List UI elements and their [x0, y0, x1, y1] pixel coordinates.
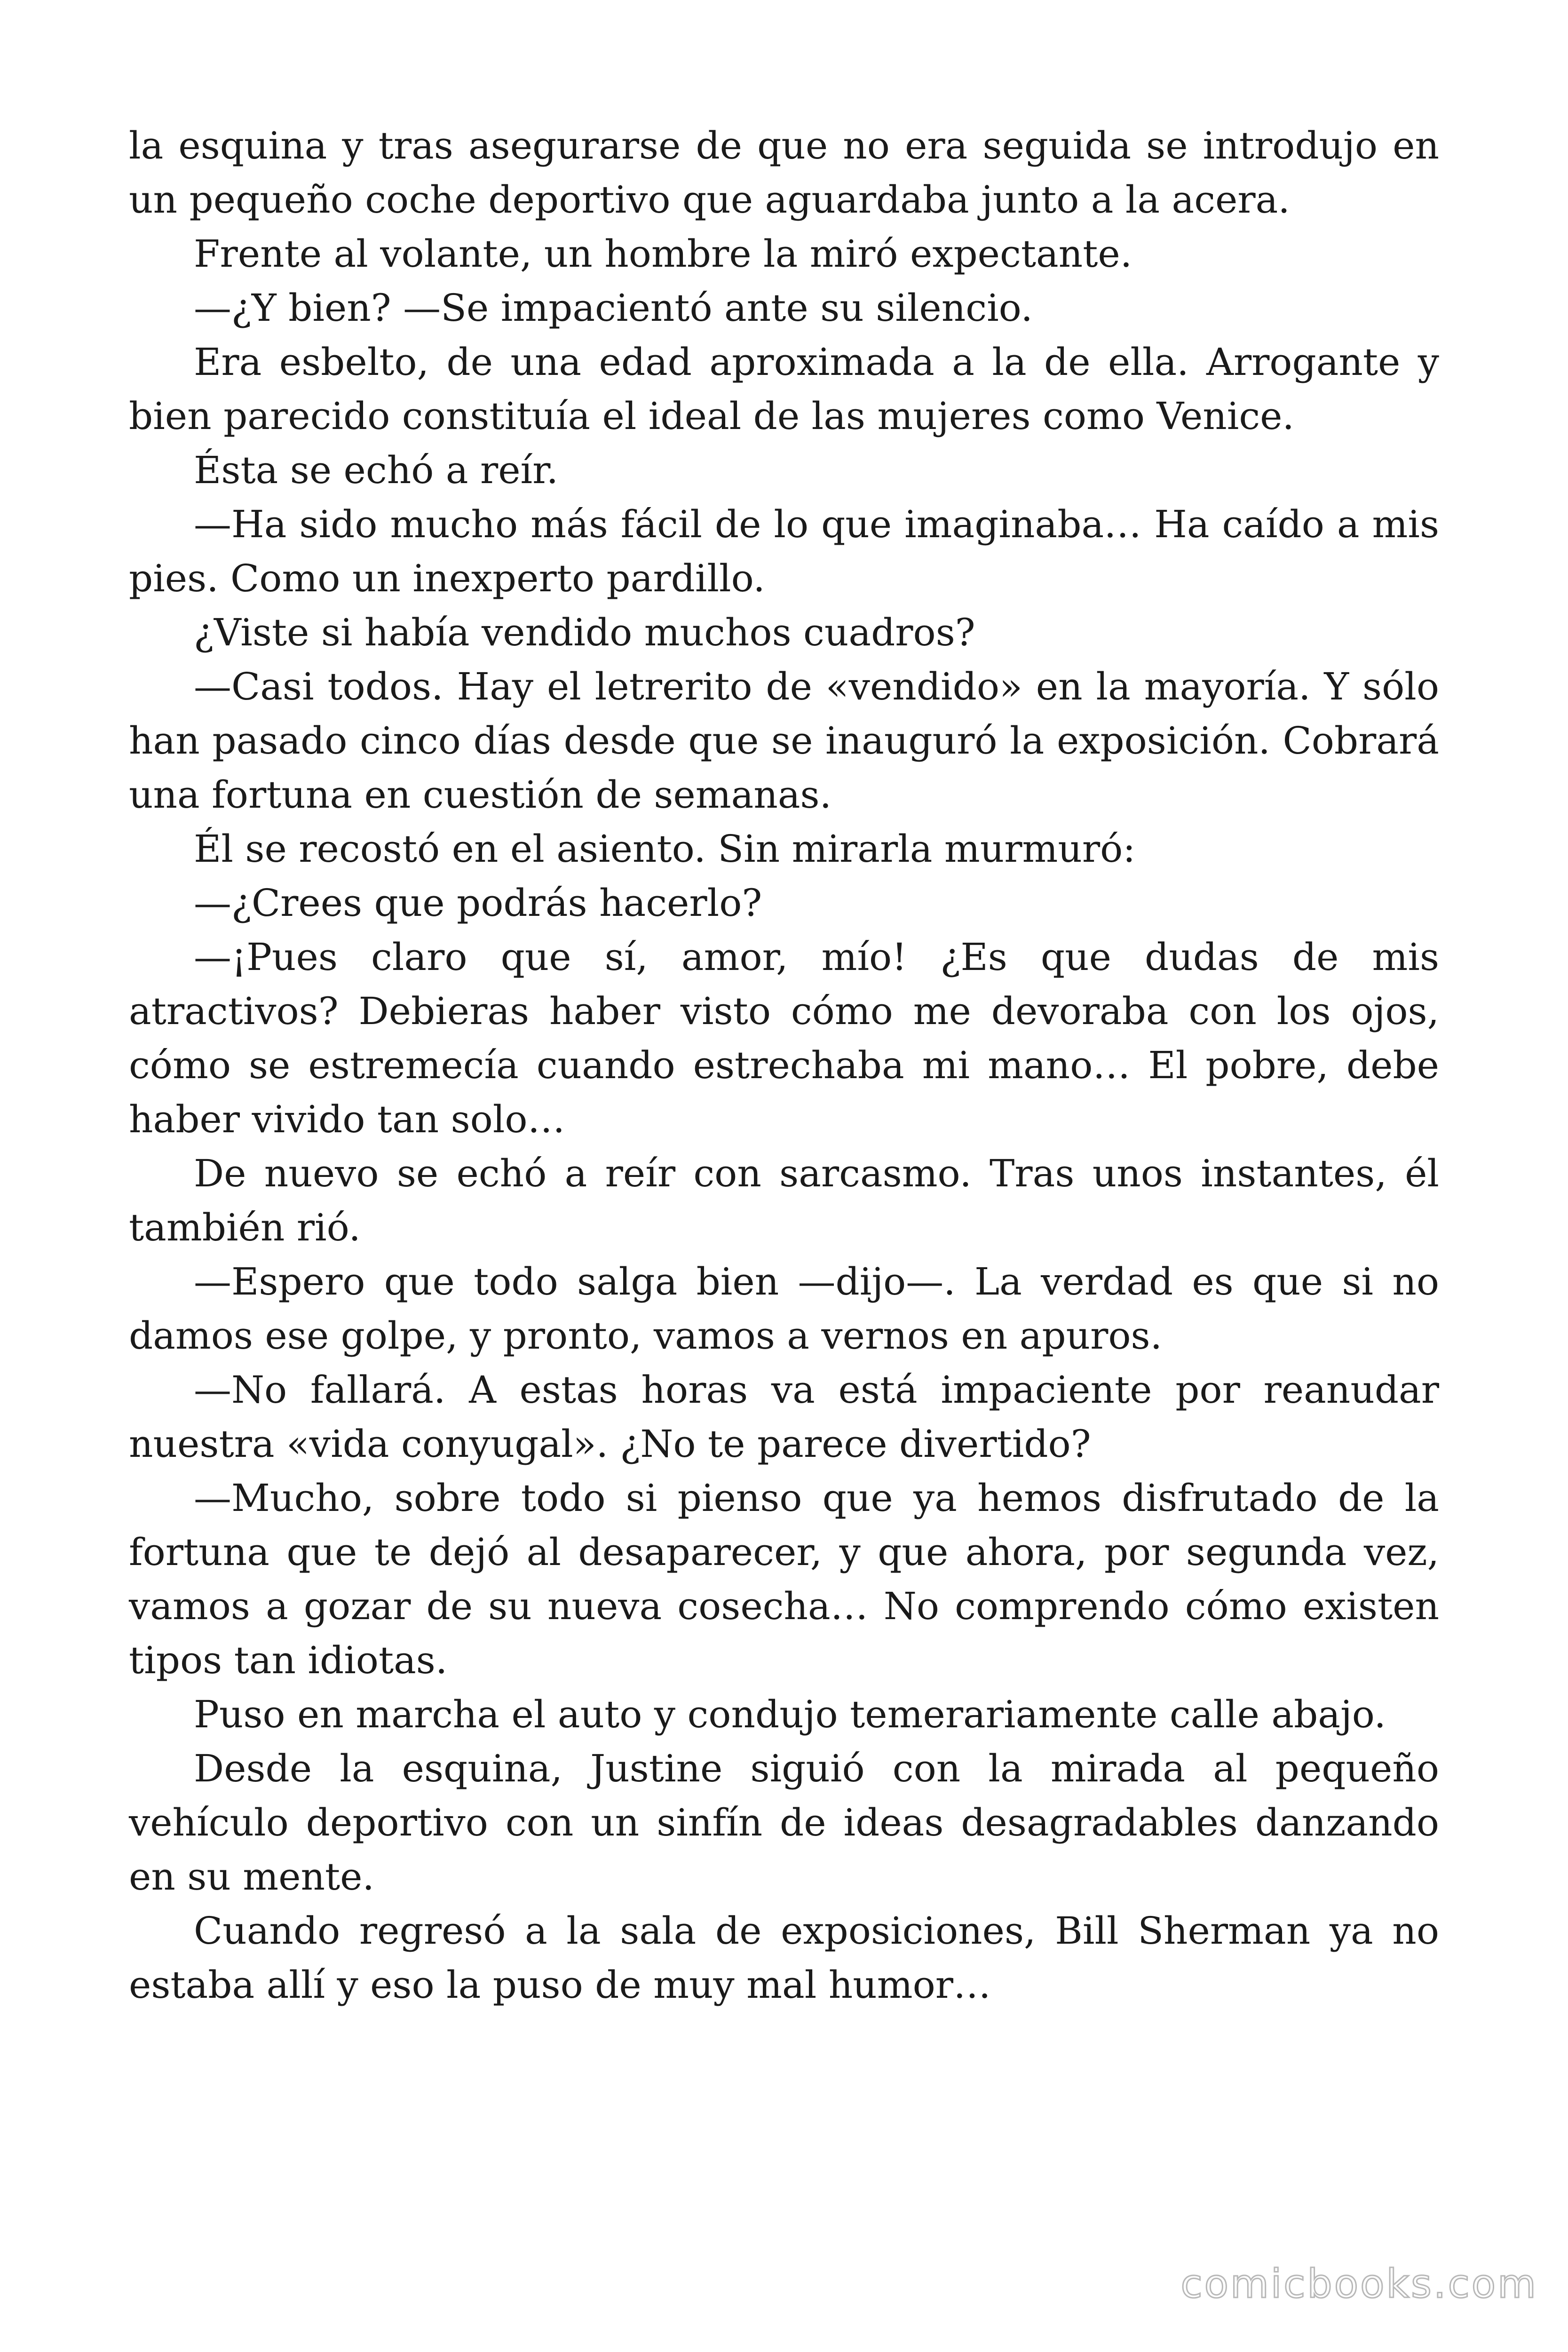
- paragraph-10: —¿Crees que podrás hacerlo?: [194, 881, 762, 925]
- paragraph-9: Él se recostó en el asiento. Sin mirarla murmuró:: [194, 827, 1136, 871]
- paragraph-1: la esquina y tras asegurarse de que no era seguida se introdujo en un pequeño coche deportivo que aguardaba junto a la acera.: [129, 124, 1439, 222]
- paragraph-16: Puso en marcha el auto y condujo temerariamente calle abajo.: [194, 1692, 1386, 1736]
- paragraph-13: —Espero que todo salga bien —dijo—. La verdad es que si no damos ese golpe, y pronto, vamos a vernos en apuros.: [129, 1260, 1439, 1358]
- paragraph-6: —Ha sido mucho más fácil de lo que imaginaba… Ha caído a mis pies. Como un inexperto pardillo.: [129, 502, 1439, 600]
- body-text: [129, 119, 1439, 2012]
- paragraph-7: ¿Viste si había vendido muchos cuadros?: [194, 611, 975, 654]
- paragraph-3: —¿Y bien? —Se impacientó ante su silencio.: [194, 286, 1033, 330]
- paragraph-15: —Mucho, sobre todo si pienso que ya hemos disfrutado de la fortuna que te dejó al desaparecer, y que ahora, por segunda vez, vamos a gozar de su nueva cosecha… No comprendo cómo existen tipos tan idiotas.: [129, 1476, 1439, 1682]
- paragraph-18: Cuando regresó a la sala de exposiciones, Bill Sherman ya no estaba allí y eso la puso de muy mal humor…: [129, 1909, 1439, 2007]
- paragraph-17: Desde la esquina, Justine siguió con la mirada al pequeño vehículo deportivo con un sinfín de ideas desagradables danzando en su mente.: [129, 1747, 1439, 1899]
- paragraph-14: —No fallará. A estas horas va está impaciente por reanudar nuestra «vida conyugal». ¿No te parece divertido?: [129, 1368, 1439, 1466]
- paragraph-5: Ésta se echó a reír.: [194, 448, 558, 492]
- paragraph-11: —¡Pues claro que sí, amor, mío! ¿Es que dudas de mis atractivos? Debieras haber visto cómo me devoraba con los ojos, cómo se estremecía cuando estrechaba mi mano… El pobre, debe haber vivido tan solo…: [129, 935, 1439, 1141]
- paragraph-2: Frente al volante, un hombre la miró expectante.: [194, 232, 1132, 276]
- paragraph-12: De nuevo se echó a reír con sarcasmo. Tras unos instantes, él también rió.: [129, 1152, 1439, 1249]
- paragraph-4: Era esbelto, de una edad aproximada a la de ella. Arrogante y bien parecido constituía el ideal de las mujeres como Venice.: [129, 340, 1439, 438]
- site-watermark: comicbooks.com: [1180, 2261, 1538, 2307]
- paragraph-8: —Casi todos. Hay el letrerito de «vendido» en la mayoría. Y sólo han pasado cinco días desde que se inauguró la exposición. Cobrará una fortuna en cuestión de semanas.: [129, 665, 1439, 817]
